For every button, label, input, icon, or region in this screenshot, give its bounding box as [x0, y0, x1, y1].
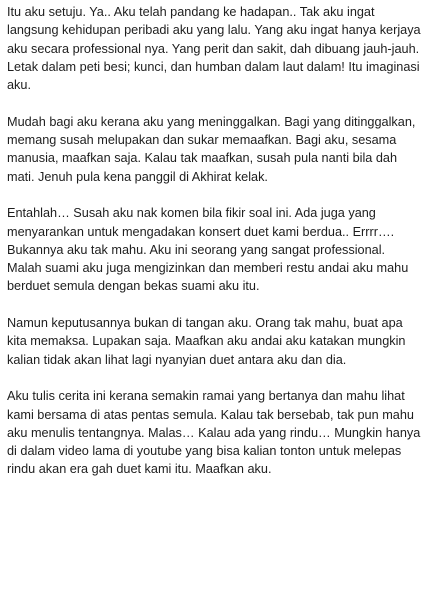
paragraph-2: Mudah bagi aku kerana aku yang meninggalkan. Bagi yang ditinggalkan, memang susah melupakan dan sukar memaafkan. Bagi aku, sesama manusia, maafkan saja. Kalau tak maafkan, susah pula nanti bila dah mati. Jenuh pula kena panggil di Akhirat kelak.	[7, 114, 416, 184]
paragraph-5: Aku tulis cerita ini kerana semakin ramai yang bertanya dan mahu lihat kami bersama di atas pentas semula. Kalau tak bersebab, tak pun mahu aku menulis tentangnya. Malas… Kalau ada yang rindu… Mungkin hanya di dalam video lama di youtube yang bisa kalian tonton untuk melepas rindu akan era gah duet kami itu. Maafkan aku.	[7, 389, 421, 477]
paragraph-4: Namun keputusannya bukan di tangan aku. Orang tak mahu, buat apa kita memaksa. Lupakan saja. Maafkan aku andai aku katakan mungkin kalian tidak akan lihat lagi nyanyian duet antara aku dan dia.	[7, 316, 406, 367]
paragraph-1: Itu aku setuju. Ya.. Aku telah pandang ke hadapan.. Tak aku ingat langsung kehidupan peribadi aku yang lalu. Yang aku ingat hanya kerjaya aku secara professional nya. Yang perit dan sakit, dah dibuang jauh-jauh. Letak dalam peti besi; kunci, dan humban dalam laut dalam! Itu imaginasi aku.	[7, 5, 421, 93]
article-body	[7, 3, 421, 479]
paragraph-3: Entahlah… Susah aku nak komen bila fikir soal ini. Ada juga yang menyarankan untuk mengadakan konsert duet kami berdua.. Errrr…. Bukannya aku tak mahu. Aku ini seorang yang sangat professional. Malah suami aku juga mengizinkan dan memberi restu andai aku mahu berduet semula dengan bekas suami aku itu.	[7, 206, 409, 294]
